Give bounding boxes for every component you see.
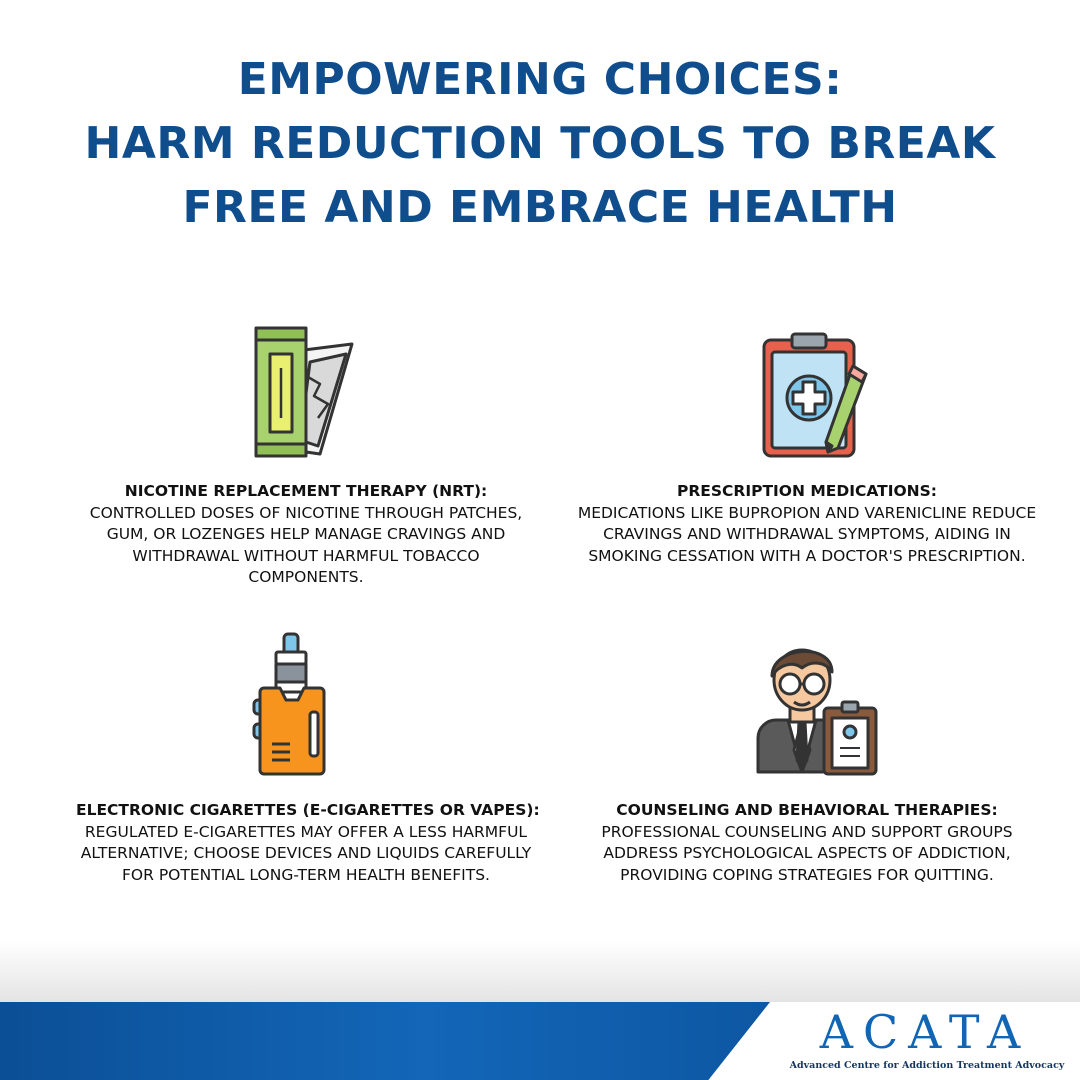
ecigarettes-section bbox=[76, 800, 540, 886]
vape-device-icon bbox=[250, 630, 340, 776]
prescription-section bbox=[577, 481, 1037, 567]
counseling-description: PROFESSIONAL COUNSELING AND SUPPORT GROUPS ADDRESS PSYCHOLOGICAL ASPECTS OF ADDICTION, PROVIDING COPING STRATEGIES FOR QUITTING. bbox=[601, 822, 1013, 884]
title-line-1: EMPOWERING CHOICES: bbox=[237, 54, 843, 105]
footer-shadow bbox=[0, 940, 1080, 1002]
acata-tagline: Advanced Centre for Addiction Treatment Advocacy bbox=[789, 1060, 1065, 1071]
nicotine-gum-icon bbox=[248, 322, 358, 462]
counseling-heading: COUNSELING AND BEHAVIORAL THERAPIES: bbox=[616, 801, 998, 819]
title-line-3: FREE AND EMBRACE HEALTH bbox=[182, 182, 898, 233]
prescription-description: MEDICATIONS LIKE BUPROPION AND VARENICLINE REDUCE CRAVINGS AND WITHDRAWAL SYMPTOMS, AIDING IN SMOKING CESSATION WITH A DOCTOR'S PRESCRIPTION. bbox=[577, 503, 1037, 565]
nrt-heading: NICOTINE REPLACEMENT THERAPY (NRT): bbox=[124, 482, 488, 500]
counseling-section bbox=[577, 800, 1037, 886]
acata-logo: ACATA bbox=[819, 1005, 1031, 1059]
page-title bbox=[0, 48, 1080, 240]
ecigarettes-description: REGULATED E-CIGARETTES MAY OFFER A LESS HARMFUL ALTERNATIVE; CHOOSE DEVICES AND LIQUIDS CAREFULLY FOR POTENTIAL LONG-TERM HEALTH BENEFITS. bbox=[80, 822, 532, 884]
title-line-2: HARM REDUCTION TOOLS TO BREAK bbox=[84, 118, 996, 169]
nrt-section bbox=[76, 481, 536, 589]
prescription-heading: PRESCRIPTION MEDICATIONS: bbox=[676, 482, 938, 500]
counselor-icon bbox=[752, 630, 882, 776]
nrt-description: CONTROLLED DOSES OF NICOTINE THROUGH PATCHES, GUM, OR LOZENGES HELP MANAGE CRAVINGS AND WITHDRAWAL WITHOUT HARMFUL TOBACCO COMPONENTS. bbox=[89, 503, 523, 586]
footer-blue-band bbox=[0, 1002, 770, 1080]
ecigarettes-heading: ELECTRONIC CIGARETTES (E-CIGARETTES OR VAPES): bbox=[76, 801, 540, 819]
medical-clipboard-icon bbox=[758, 330, 878, 462]
